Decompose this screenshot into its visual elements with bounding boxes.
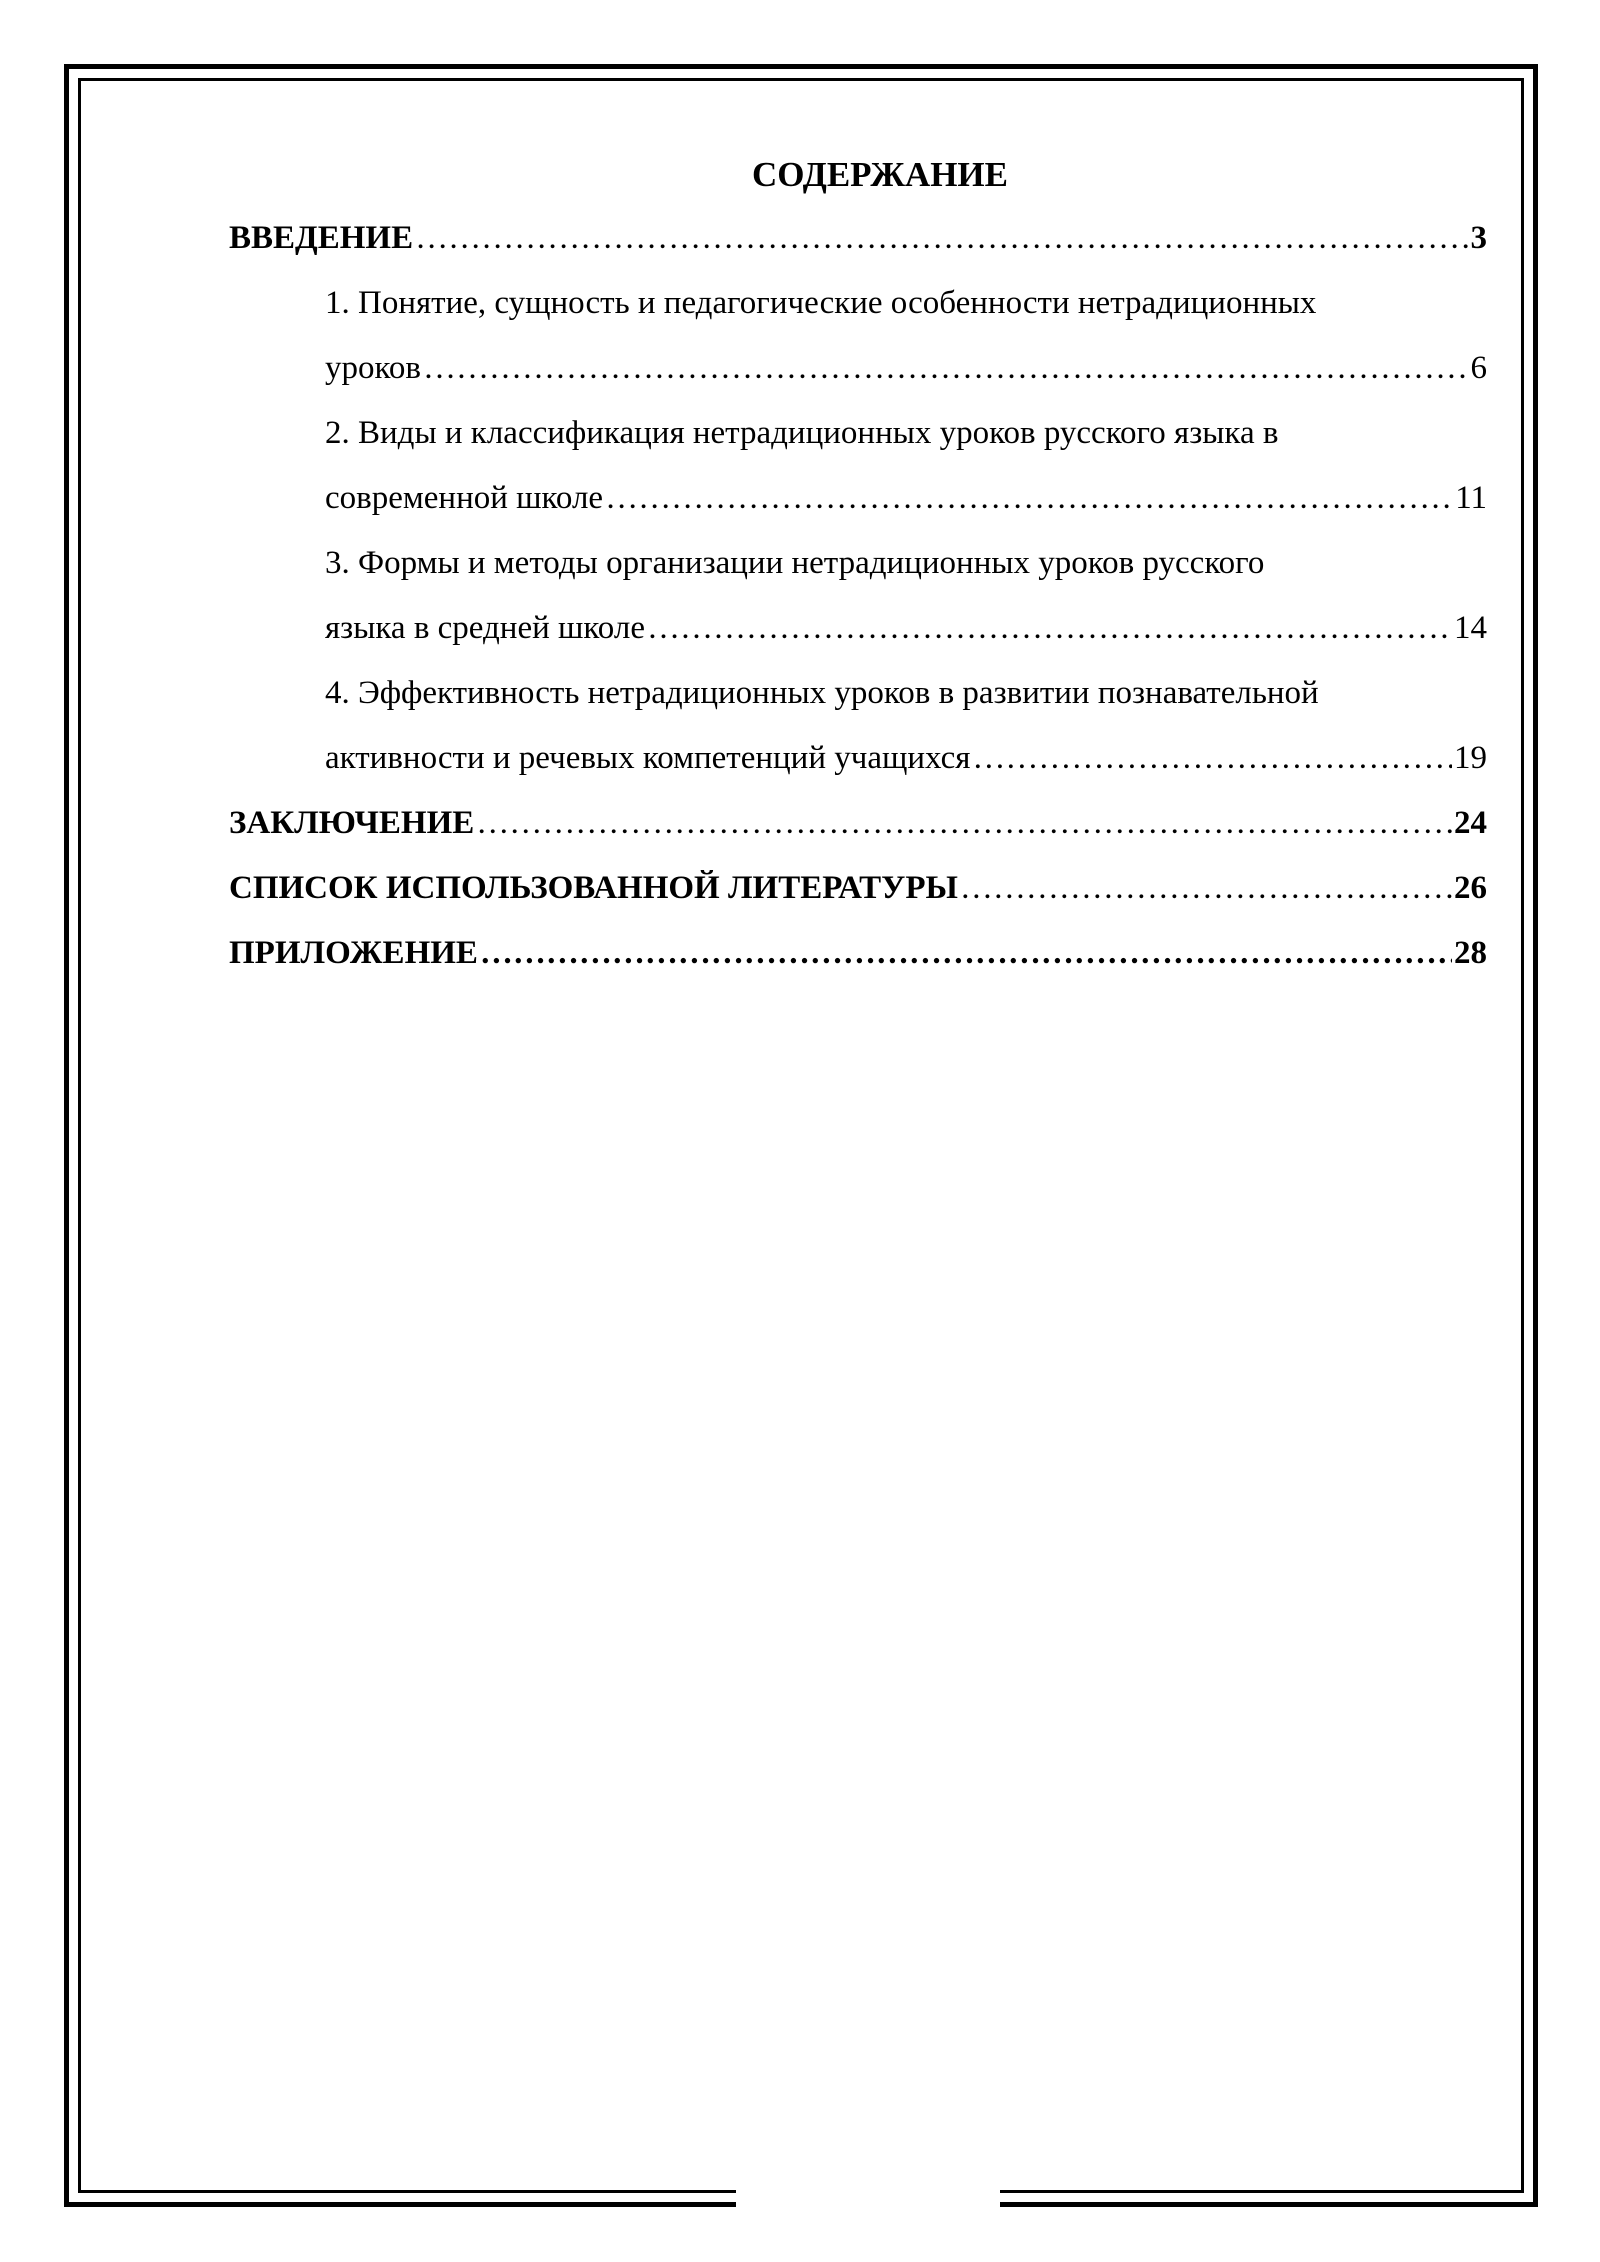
- toc-entry-label: ЗАКЛЮЧЕНИЕ: [229, 805, 475, 841]
- page-frame-gap: [736, 2180, 1000, 2220]
- toc-page-number: 28: [1454, 935, 1487, 971]
- toc-page-number: 14: [1454, 610, 1487, 646]
- toc-entry-references[interactable]: [229, 856, 1487, 921]
- toc-leader-dots: [480, 921, 1452, 986]
- toc-page-number: 6: [1470, 350, 1487, 386]
- toc-entry-line: 1. Понятие, сущность и педагогические особенности нетрадиционных: [325, 285, 1317, 321]
- toc-entry-label: ВВЕДЕНИЕ: [229, 220, 414, 256]
- toc-page-number: 24: [1454, 805, 1487, 841]
- toc-entry-conclusion[interactable]: [229, 791, 1487, 856]
- toc-entry-chapter-4[interactable]: [229, 661, 1487, 791]
- toc-entry-intro[interactable]: [229, 206, 1487, 271]
- toc-leader-dots: [972, 726, 1452, 791]
- table-of-contents: [229, 148, 1487, 986]
- toc-page-number: 3: [1470, 220, 1487, 256]
- toc-title: СОДЕРЖАНИЕ: [751, 155, 1008, 194]
- toc-leader-dots: [605, 466, 1453, 531]
- toc-entry-line: 4. Эффективность нетрадиционных уроков в развитии познавательной: [325, 675, 1319, 711]
- toc-entry-line: уроков: [325, 350, 421, 386]
- toc-entry-line: 3. Формы и методы организации нетрадиционных уроков русского: [325, 545, 1265, 581]
- toc-page-number: 19: [1454, 740, 1487, 776]
- toc-leader-dots: [476, 791, 1452, 856]
- toc-page-number: 26: [1454, 870, 1487, 906]
- toc-entry-appendix[interactable]: [229, 921, 1487, 986]
- toc-entry-chapter-3[interactable]: [229, 531, 1487, 661]
- toc-leader-dots: [960, 856, 1452, 921]
- toc-entry-label: СПИСОК ИСПОЛЬЗОВАННОЙ ЛИТЕРАТУРЫ: [229, 870, 958, 906]
- toc-page-number: 11: [1455, 480, 1487, 516]
- toc-leader-dots: [647, 596, 1452, 661]
- page-frame-inner-bottom-right: [1000, 2190, 1524, 2193]
- toc-leader-dots: [415, 206, 1468, 271]
- toc-entry-line: 2. Виды и классификация нетрадиционных уроков русского языка в: [325, 415, 1279, 451]
- toc-entry-chapter-1[interactable]: [229, 271, 1487, 401]
- page-frame-inner-bottom-left: [78, 2190, 736, 2193]
- toc-entry-line: современной школе: [325, 480, 604, 516]
- toc-entry-line: языка в средней школе: [325, 610, 645, 646]
- toc-entry-label: ПРИЛОЖЕНИЕ: [229, 935, 478, 971]
- toc-entry-line: активности и речевых компетенций учащихся: [325, 740, 971, 776]
- toc-leader-dots: [423, 336, 1469, 401]
- toc-entry-chapter-2[interactable]: [229, 401, 1487, 531]
